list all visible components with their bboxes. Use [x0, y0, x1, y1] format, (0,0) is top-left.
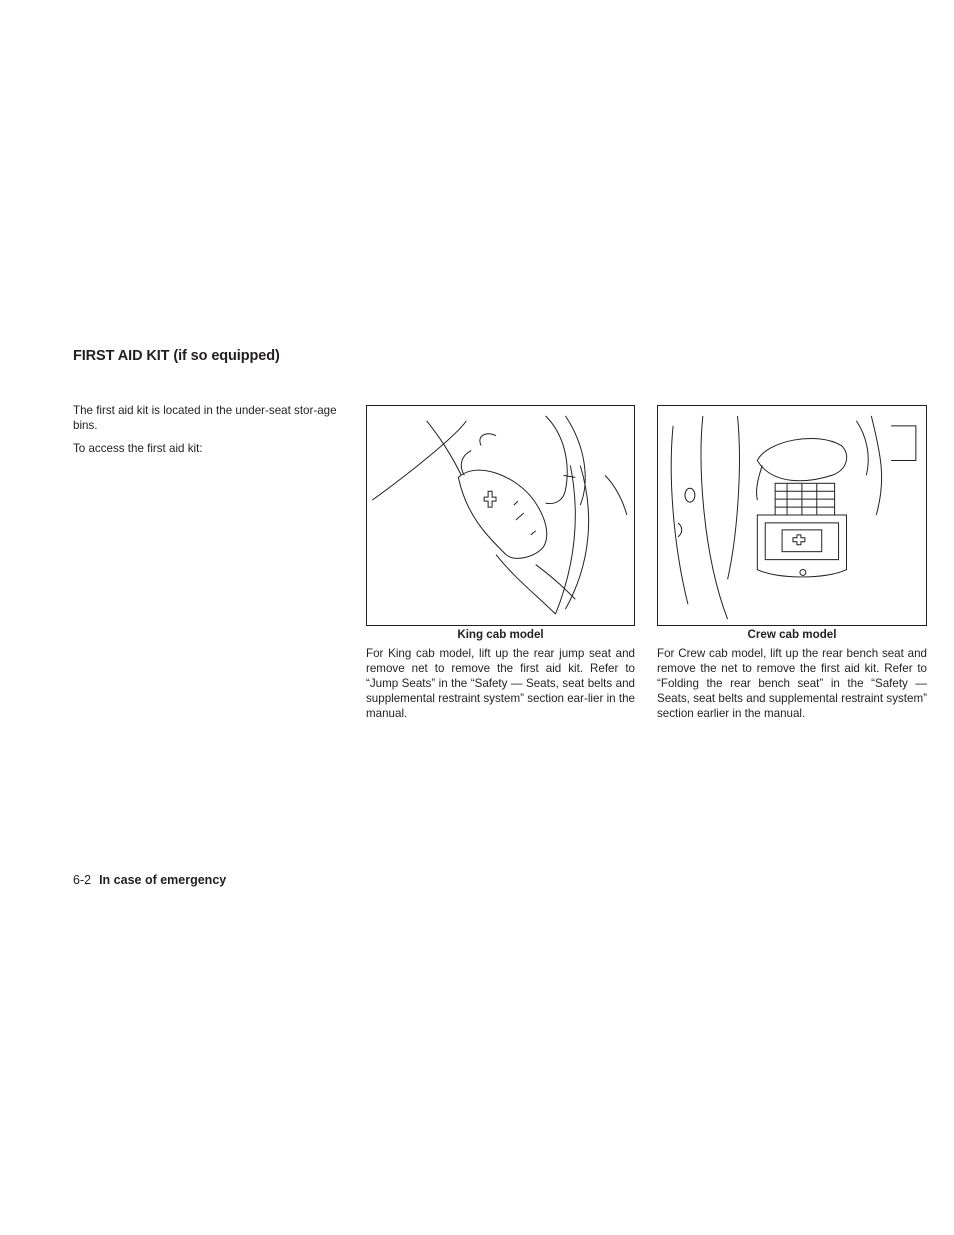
page-footer [73, 873, 226, 887]
crew-cab-instructions: For Crew cab model, lift up the rear bench seat and remove the net to remove the first aid kit. Refer to “Folding the rear bench seat” in the “Safety — Seats, seat belts and supplemental restraint system” section earlier in the manual. [657, 647, 927, 720]
king-cab-line-drawing [367, 406, 634, 625]
crew-cab-caption: Crew cab model [747, 628, 837, 641]
king-cab-caption: King cab model [457, 628, 544, 641]
king-cab-illustration [366, 405, 635, 626]
crew-cab-line-drawing [658, 406, 926, 625]
intro-column [73, 403, 345, 464]
king-cab-instructions: For King cab model, lift up the rear jump seat and remove net to remove the first aid kit. Refer to “Jump Seats” in the “Safety — Seats, seat belts and supplemental restraint system” section ear-lier in the manual. [366, 647, 635, 720]
section-title: FIRST AID KIT (if so equipped) [73, 348, 280, 364]
intro-paragraph: The first aid kit is located in the under-seat stor-age bins. [73, 404, 337, 432]
footer-section-title: In case of emergency [99, 873, 227, 887]
page-number: 6-2 [73, 873, 92, 887]
intro-instruction: To access the first aid kit: [73, 442, 203, 455]
crew-cab-illustration [657, 405, 927, 626]
